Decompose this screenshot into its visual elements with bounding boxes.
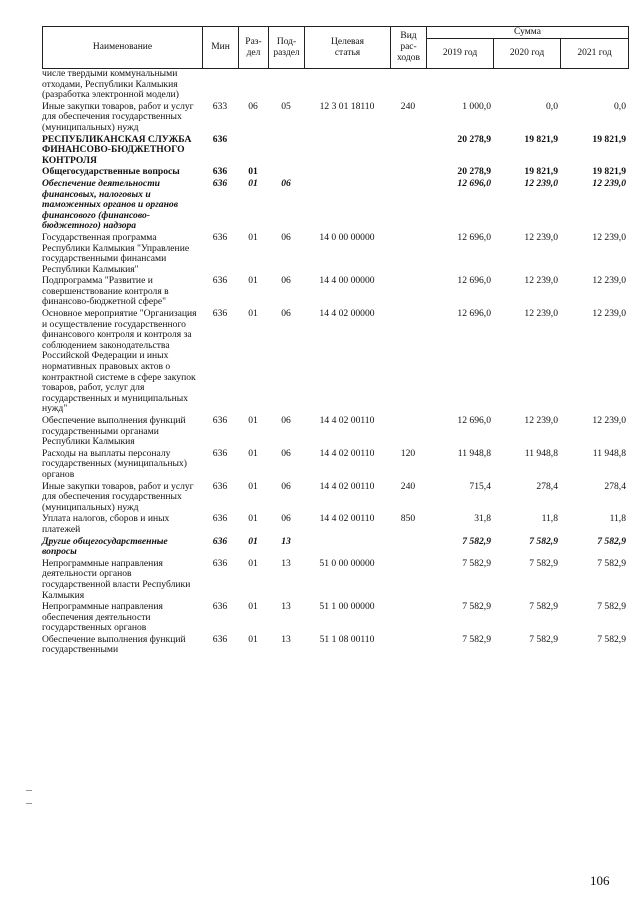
row-sum-2021: 12 239,0 bbox=[592, 231, 626, 243]
row-name: Уплата налогов, сборов и иных платежей bbox=[42, 513, 170, 535]
row-podrazdel: 13 bbox=[281, 535, 291, 547]
row-podrazdel: 13 bbox=[281, 557, 291, 569]
row-name: Иные закупки товаров, работ и услуг для обеспечения государственных (муниципальных) нужд bbox=[42, 480, 194, 513]
row-min: 636 bbox=[212, 231, 228, 243]
row-sum-2021: 7 582,9 bbox=[597, 557, 626, 569]
row-min: 636 bbox=[212, 513, 228, 525]
row-vid bbox=[390, 233, 426, 276]
row-sum-2019: 20 278,9 bbox=[457, 133, 491, 145]
row-vid: 240 bbox=[400, 480, 416, 492]
row-podrazdel: 06 bbox=[281, 447, 291, 459]
row-min: 636 bbox=[212, 447, 228, 459]
row-sum-2020: 7 582,9 bbox=[529, 633, 558, 645]
header-sum: Сумма bbox=[427, 27, 629, 39]
row-min: 636 bbox=[212, 308, 228, 320]
row-sum-2019: 12 696,0 bbox=[457, 177, 491, 189]
row-podrazdel: 06 bbox=[281, 177, 291, 189]
table-row bbox=[42, 179, 628, 233]
row-target: 14 4 02 00110 bbox=[319, 415, 375, 426]
row-sum-2021: 12 239,0 bbox=[592, 177, 626, 189]
row-sum-2019: 7 582,9 bbox=[462, 633, 491, 645]
row-name: Непрограммные направления обеспечения деятельности государственных органов bbox=[42, 601, 163, 634]
row-name: Общегосударственные вопросы bbox=[42, 166, 180, 178]
row-name: Непрограммные направления деятельности органов государственной власти Республики Калмыкия bbox=[42, 557, 191, 601]
row-vid bbox=[390, 559, 426, 602]
row-vid bbox=[390, 276, 426, 309]
header-razdel: Раз- дел bbox=[239, 27, 269, 69]
row-name: Государственная программа Республики Калмыкия "Управление государственными финансами Республики Калмыкия" bbox=[42, 231, 190, 275]
row-target: 51 1 08 00110 bbox=[319, 633, 375, 645]
row-razdel bbox=[238, 135, 268, 168]
row-sum-2019: 11 948,8 bbox=[457, 447, 491, 459]
row-sum-2020: 7 582,9 bbox=[529, 557, 558, 569]
row-min: 636 bbox=[212, 557, 228, 569]
row-podrazdel: 06 bbox=[281, 308, 291, 320]
row-min: 636 bbox=[212, 535, 228, 547]
row-target bbox=[304, 167, 390, 179]
row-sum-2021: 11 948,8 bbox=[592, 447, 626, 459]
row-sum-2020: 19 821,9 bbox=[524, 166, 558, 178]
row-sum-2020: 11 948,8 bbox=[524, 447, 558, 459]
table-row bbox=[42, 449, 628, 482]
table-row bbox=[42, 635, 628, 657]
row-name: Обеспечение выполнения функций государственными bbox=[42, 633, 186, 656]
row-target bbox=[304, 69, 390, 102]
row-razdel: 01 bbox=[248, 601, 258, 613]
table-row bbox=[42, 102, 628, 135]
table-row bbox=[42, 482, 628, 515]
row-vid: 850 bbox=[400, 513, 416, 525]
row-podrazdel: 06 bbox=[281, 513, 291, 525]
row-podrazdel: 06 bbox=[281, 275, 291, 287]
row-sum-2021: 12 239,0 bbox=[592, 308, 626, 320]
table-row bbox=[42, 559, 628, 602]
row-target: 12 3 01 18110 bbox=[319, 100, 375, 112]
row-min: 636 bbox=[212, 415, 228, 426]
row-name: Основное мероприятие "Организация и осуществление государственного финансового контроля и контроля за соблюдением законодательства Российской Федерации и иных нормативных правовых актов о контрактной системе в сфере закупок товаров, работ, услуг для государственных и муниципальных нужд" bbox=[42, 308, 197, 415]
row-podrazdel: 06 bbox=[281, 231, 291, 243]
row-target bbox=[304, 179, 390, 233]
row-sum-2020: 12 239,0 bbox=[524, 177, 558, 189]
row-name: РЕСПУБЛИКАНСКАЯ СЛУЖБА ФИНАНСОВО-БЮДЖЕТНОГО КОНТРОЛЯ bbox=[42, 133, 192, 166]
row-sum-2021: 12 239,0 bbox=[592, 275, 626, 287]
header-2019: 2019 год bbox=[427, 39, 494, 69]
row-target: 51 1 00 00000 bbox=[319, 601, 375, 613]
row-razdel: 06 bbox=[248, 100, 258, 112]
header-podrazdel: Под- раздел bbox=[269, 27, 305, 69]
header-2021: 2021 год bbox=[561, 39, 629, 69]
row-sum-2019: 7 582,9 bbox=[462, 535, 491, 547]
row-vid bbox=[390, 416, 426, 449]
row-target: 14 4 02 00110 bbox=[319, 447, 375, 459]
row-sum-2019: 12 696,0 bbox=[457, 308, 491, 320]
row-razdel: 01 bbox=[248, 166, 258, 178]
row-target: 14 4 00 00000 bbox=[319, 275, 375, 287]
row-sum-2021: 12 239,0 bbox=[592, 415, 626, 426]
row-target: 14 0 00 00000 bbox=[319, 231, 375, 243]
row-vid bbox=[390, 179, 426, 233]
row-name: числе твердыми коммунальными отходами, Республики Калмыкия (разработка электронной модели) bbox=[42, 68, 179, 101]
row-podrazdel bbox=[268, 135, 304, 168]
row-vid bbox=[390, 167, 426, 179]
row-sum-2021: 278,4 bbox=[604, 480, 626, 492]
header-min: Мин bbox=[203, 27, 239, 69]
row-sum-2019: 12 696,0 bbox=[457, 415, 491, 426]
row-sum-2019: 7 582,9 bbox=[462, 601, 491, 613]
row-podrazdel: 06 bbox=[281, 415, 291, 426]
row-razdel: 01 bbox=[248, 513, 258, 525]
row-razdel: 01 bbox=[248, 415, 258, 426]
row-vid bbox=[390, 635, 426, 657]
header-target: Целевая статья bbox=[305, 27, 391, 69]
row-sum-2021: 7 582,9 bbox=[597, 601, 626, 613]
row-sum-2019: 12 696,0 bbox=[457, 275, 491, 287]
header-2020: 2020 год bbox=[494, 39, 561, 69]
table-row bbox=[42, 276, 628, 309]
row-razdel: 01 bbox=[248, 275, 258, 287]
row-sum-2020: 12 239,0 bbox=[524, 231, 558, 243]
table-row bbox=[42, 602, 628, 635]
row-sum-2020: 12 239,0 bbox=[524, 308, 558, 320]
row-podrazdel: 05 bbox=[281, 100, 291, 112]
margin-mark bbox=[26, 790, 32, 791]
row-min: 636 bbox=[212, 177, 228, 189]
table-body bbox=[42, 69, 628, 657]
row-sum-2021: 0,0 bbox=[614, 100, 626, 112]
row-razdel bbox=[238, 69, 268, 102]
row-name: Обеспечение выполнения функций государственными органами Республики Калмыкия bbox=[42, 415, 186, 448]
header-name: Наименование bbox=[43, 27, 203, 69]
row-vid bbox=[390, 602, 426, 635]
row-sum-2020: 19 821,9 bbox=[524, 133, 558, 145]
row-name: Подпрограмма "Развитие и совершенствование контроля в финансово-бюджетной сфере" bbox=[42, 275, 169, 308]
row-podrazdel: 13 bbox=[281, 601, 291, 613]
row-name: Расходы на выплаты персоналу государственных (муниципальных) органов bbox=[42, 447, 187, 480]
row-sum-2021: 19 821,9 bbox=[592, 133, 626, 145]
row-razdel: 01 bbox=[248, 633, 258, 645]
row-razdel: 01 bbox=[248, 231, 258, 243]
row-min: 636 bbox=[212, 166, 228, 178]
row-min: 636 bbox=[212, 275, 228, 287]
budget-table-sheet bbox=[42, 26, 628, 657]
row-target: 14 4 02 00110 bbox=[319, 513, 375, 525]
table-row bbox=[42, 537, 628, 559]
row-podrazdel: 13 bbox=[281, 633, 291, 645]
row-sum-2020: 278,4 bbox=[536, 480, 558, 492]
row-razdel: 01 bbox=[248, 308, 258, 320]
table-row bbox=[42, 233, 628, 276]
page-number: 106 bbox=[590, 873, 610, 888]
row-target: 14 4 02 00000 bbox=[319, 308, 375, 320]
row-name: Иные закупки товаров, работ и услуг для обеспечения государственных (муниципальных) нужд bbox=[42, 100, 194, 133]
row-sum-2020: 7 582,9 bbox=[529, 601, 558, 613]
table-header bbox=[42, 26, 629, 69]
row-vid bbox=[390, 537, 426, 559]
row-sum-2021: 19 821,9 bbox=[592, 166, 626, 178]
row-vid: 120 bbox=[400, 447, 416, 459]
row-min: 636 bbox=[212, 133, 228, 145]
row-min: 636 bbox=[212, 633, 228, 645]
row-sum-2021: 7 582,9 bbox=[597, 633, 626, 645]
row-name: Обеспечение деятельности финансовых, налоговых и таможенных органов и органов финансового (финансово-бюджетного) надзора bbox=[42, 177, 178, 232]
row-sum-2019: 7 582,9 bbox=[462, 557, 491, 569]
row-sum-2020: 12 239,0 bbox=[524, 275, 558, 287]
table-row bbox=[42, 514, 628, 536]
row-razdel: 01 bbox=[248, 447, 258, 459]
row-sum-2021: 7 582,9 bbox=[597, 535, 626, 547]
row-min: 636 bbox=[212, 480, 228, 492]
row-podrazdel: 06 bbox=[281, 480, 291, 492]
row-razdel: 01 bbox=[248, 480, 258, 492]
row-podrazdel bbox=[268, 69, 304, 102]
row-razdel: 01 bbox=[248, 177, 258, 189]
row-sum-2019: 31,8 bbox=[474, 513, 491, 525]
row-sum-2019: 20 278,9 bbox=[457, 166, 491, 178]
margin-mark bbox=[26, 803, 32, 804]
row-vid bbox=[390, 135, 426, 168]
row-razdel: 01 bbox=[248, 557, 258, 569]
row-sum-2021: 11,8 bbox=[609, 513, 626, 525]
row-target: 14 4 02 00110 bbox=[319, 480, 375, 492]
row-sum-2020: 0,0 bbox=[546, 100, 558, 112]
row-sum-2019: 715,4 bbox=[469, 480, 491, 492]
row-min: 636 bbox=[212, 601, 228, 613]
row-razdel: 01 bbox=[248, 535, 258, 547]
table-row bbox=[42, 416, 628, 449]
row-sum-2020 bbox=[493, 69, 560, 102]
row-sum-2021 bbox=[560, 69, 628, 102]
table-row bbox=[42, 309, 628, 416]
row-sum-2019: 1 000,0 bbox=[462, 100, 491, 112]
table-row bbox=[42, 69, 628, 102]
row-name: Другие общегосударственные вопросы bbox=[42, 535, 168, 558]
row-vid bbox=[390, 309, 426, 416]
row-target: 51 0 00 00000 bbox=[319, 557, 375, 569]
row-vid: 240 bbox=[400, 100, 416, 112]
row-sum-2020: 7 582,9 bbox=[529, 535, 558, 547]
row-target bbox=[304, 537, 390, 559]
row-sum-2020: 11,8 bbox=[541, 513, 558, 525]
row-sum-2019: 12 696,0 bbox=[457, 231, 491, 243]
row-sum-2020: 12 239,0 bbox=[524, 415, 558, 426]
row-vid bbox=[390, 69, 426, 102]
table-row bbox=[42, 135, 628, 168]
row-target bbox=[304, 135, 390, 168]
row-min: 633 bbox=[212, 100, 228, 112]
row-sum-2019 bbox=[426, 69, 493, 102]
header-vid: Вид рас- ходов bbox=[391, 27, 427, 69]
row-min bbox=[202, 69, 238, 102]
